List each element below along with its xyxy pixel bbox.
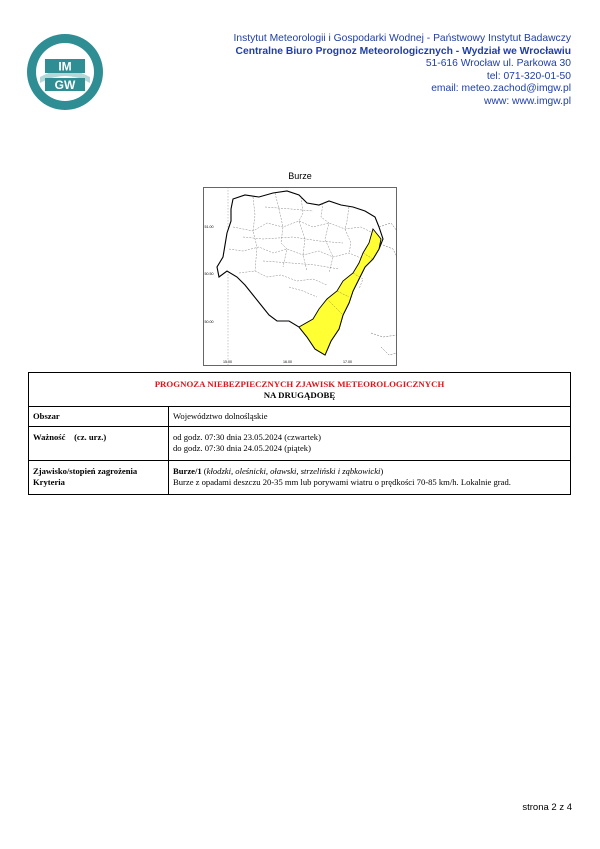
phenomenon-name: Burze/1 xyxy=(173,466,202,476)
imgw-logo xyxy=(26,33,104,111)
county-list: kłodzki, oleśnicki, oławski, strzeliński i ząbkowicki xyxy=(206,466,381,476)
table-title: PROGNOZA NIEBEZPIECZNYCH ZJAWISK METEOROLOGICZNYCH xyxy=(154,379,445,389)
lat-label-3: 50.00 xyxy=(204,320,214,324)
logo-text-top: IM xyxy=(58,59,72,74)
header-line-4: tel: 071-320-01-50 xyxy=(486,70,571,82)
waznosc-to: do godz. 07:30 dnia 24.05.2024 (piątek) xyxy=(173,443,311,453)
kryteria-label: Kryteria xyxy=(33,477,65,487)
waznosc-label-cell xyxy=(29,427,169,461)
map-title: Burze xyxy=(288,171,312,181)
header-line-1: Instytut Meteorologii i Gospodarki Wodnej - Państwowy Instytut Badawczy xyxy=(233,33,571,44)
zjawisko-label-cell xyxy=(29,461,169,495)
obszar-label: Obszar xyxy=(29,407,169,427)
waznosc-label: Ważność xyxy=(33,432,66,442)
zjawisko-value: Burze/1 (kłodzki, oleśnicki, oławski, strzeliński i ząbkowicki) Burze z opadami deszczu 20-35 mm lub porywami wiatru o prędkości 70-85 km/h. Lokalnie grad. xyxy=(169,461,571,495)
page-number: strona 2 z 4 xyxy=(522,802,572,813)
table-header xyxy=(29,373,571,407)
table-row xyxy=(29,407,571,427)
waznosc-sub: (cz. urz.) xyxy=(74,432,107,442)
lon-label-1: 15.00 xyxy=(223,360,232,364)
phenomenon-description: Burze z opadami deszczu 20-35 mm lub porywami wiatru o prędkości 70-85 km/h. Lokalnie grad. xyxy=(173,477,511,487)
header-line-3: 51-616 Wrocław ul. Parkowa 30 xyxy=(425,58,571,70)
logo-text-bottom: GW xyxy=(54,78,76,92)
header-line-6: www: www.imgw.pl xyxy=(484,95,571,107)
header-line-2: Centralne Biuro Prognoz Meteorologicznych - Wydział we Wrocławiu xyxy=(235,45,571,57)
obszar-value: Województwo dolnośląskie xyxy=(169,407,571,427)
lon-label-3: 17.00 xyxy=(343,360,352,364)
lon-label-2: 16.00 xyxy=(283,360,292,364)
header-line-5: email: meteo.zachod@imgw.pl xyxy=(431,83,571,95)
table-row xyxy=(29,461,571,495)
warning-map xyxy=(203,187,397,366)
institute-header xyxy=(191,33,571,109)
table-row xyxy=(29,427,571,461)
waznosc-from: od godz. 07:30 dnia 23.05.2024 (czwartek) xyxy=(173,432,321,442)
waznosc-value xyxy=(169,427,571,461)
zjawisko-label: Zjawisko/stopień zagrożenia xyxy=(33,466,138,476)
lat-label-1: 51.00 xyxy=(204,225,214,229)
table-subtitle: NA DRUGĄDOBĘ xyxy=(263,390,336,400)
lat-label-2: 50.50 xyxy=(204,272,214,276)
forecast-table xyxy=(28,372,571,495)
